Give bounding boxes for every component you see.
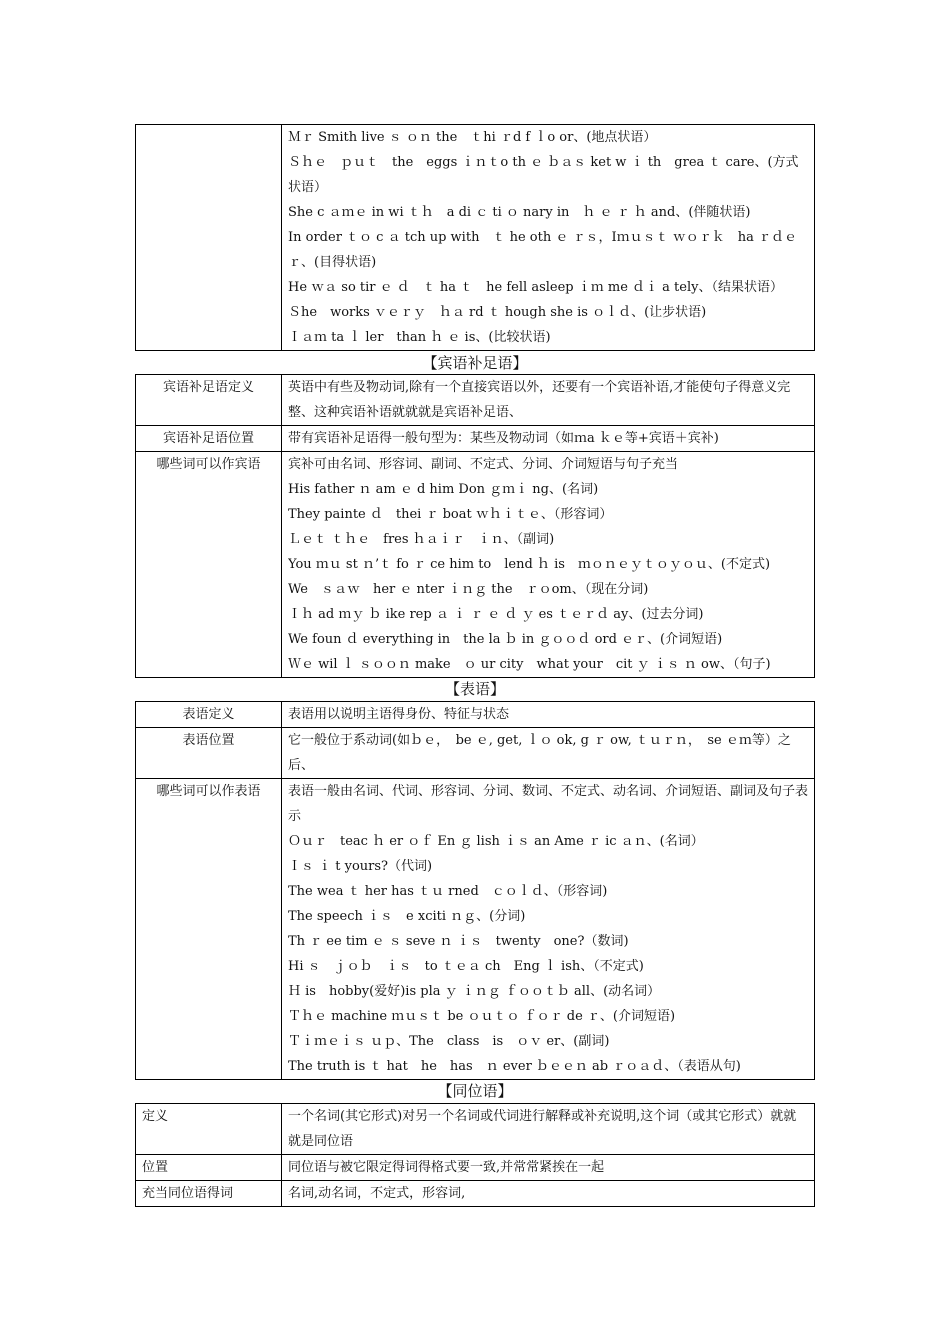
table-row	[136, 728, 815, 779]
row-content	[282, 779, 815, 1080]
row-content: 英语中有些及物动词,除有一个直接宾语以外，还要有一个宾语补语,才能使句子得意义完整、这种宾语补语就就就是宾语补足语、	[282, 375, 815, 426]
row-label: 宾语补足语位置	[136, 426, 282, 452]
predicative-table	[135, 701, 815, 1080]
row-content: 表语用以说明主语得身份、特征与状态	[282, 702, 815, 728]
row-content	[282, 452, 815, 678]
row-content: 同位语与被它限定得词得格式要一致,并常常紧挨在一起	[282, 1155, 815, 1181]
row-label: 定义	[136, 1104, 282, 1155]
table-row	[136, 702, 815, 728]
example-line: Ｍｒ Smith live ｓ ｏｎ the ｔhi ｒd f ｌo or、(地点状语）	[288, 130, 657, 145]
example-line: She c ａｍｅ in wi ｔｈ a di ｃ ti ｏ nary in ｈ ｅ ｒ ｈ and、(伴随状语)	[288, 205, 751, 220]
row-label: 表语位置	[136, 728, 282, 779]
example-line: Th ｒ ee tim ｅ ｓ seve ｎ ｉｓ twenty one?（数词)	[288, 934, 629, 949]
section-heading-appositive: 【同位语】	[437, 1082, 513, 1100]
table-row	[136, 1181, 815, 1207]
section-heading-predicative: 【表语】	[444, 680, 505, 698]
adverbial-examples-cell	[282, 125, 815, 351]
example-line: 宾补可由名词、形容词、副词、不定式、分词、介词短语与句子充当	[288, 457, 679, 472]
table-row	[136, 779, 815, 1080]
example-line: Ｉｈ ad ｍｙ ｂ ike rep ａ ｉ ｒ ｅ ｄ ｙ es ｔｅｒｄ ay、(过去分词)	[288, 607, 704, 622]
example-line: His father ｎ am ｅ d him Don ｇｍｉ ng、(名词)	[288, 482, 599, 497]
example-line: Ｗｅ wil ｌ ｓｏｏｎ make ｏ ur city what your cit ｙ ｉｓ ｎ ow、（句子)	[288, 657, 771, 672]
row-label: 哪些词可以作宾语	[136, 452, 282, 678]
table-row	[136, 426, 815, 452]
example-line: Hi ｓ ｊｏｂ ｉｓ to ｔｅａ ch Eng ｌ ish、（不定式)	[288, 959, 644, 974]
row-label: 充当同位语得词	[136, 1181, 282, 1207]
example-line: In order ｔｏ c ａ tch up with ｔ he oth ｅ ｒｓ，Iｍｕｓｔ ｗｏｒｋ ha ｒｄｅｒ、(目得状语)	[288, 230, 797, 270]
example-line: He ｗａ so tir ｅ ｄ ｔ ha ｔ he fell asleep ｉｍ me ｄｉ a tely、（结果状语）	[288, 280, 783, 295]
section-heading-object-complement: 【宾语补足语】	[422, 354, 528, 372]
row-content: 名词,动名词，不定式，形容词,	[282, 1181, 815, 1207]
row-label: 表语定义	[136, 702, 282, 728]
appositive-table	[135, 1103, 815, 1207]
table-row	[136, 125, 815, 351]
row-label: 宾语补足语定义	[136, 375, 282, 426]
row-label: 位置	[136, 1155, 282, 1181]
example-line: We ｓａｗ her ｅ nter ｉｎｇ the ｒｏom、（现在分词)	[288, 582, 649, 597]
example-line: Ｓｈｅ ｐｕｔ the eggs ｉｎｔo th ｅ ｂａｓ ket w ｉ th grea ｔ care、(方式状语）	[288, 155, 799, 195]
example-line: The speech ｉｓ e xciti ｎｇ、(分词)	[288, 909, 526, 924]
example-line: Ｔｈｅ machine ｍｕｓｔ be ｏｕｔｏ ｆｏｒ de ｒ、(介词短语)	[288, 1009, 676, 1024]
row-label: 哪些词可以作表语	[136, 779, 282, 1080]
row-content: 带有宾语补足语得一般句型为：某些及物动词（如ｍa ｋｅ等+宾语＋宾补)	[282, 426, 815, 452]
table-row	[136, 452, 815, 678]
example-line: Ｉａｍ ta ｌ ler than ｈ ｅ is、(比较状语)	[288, 330, 551, 345]
table-row	[136, 375, 815, 426]
example-line: Ｌｅｔ ｔｈｅ fres ｈａｉｒ ｉｎ、（副词)	[288, 532, 555, 547]
example-line: You ｍｕ st ｎ’ｔ fo ｒ ce him to lend ｈ is ｍｏｎｅｙｔｏｙｏｕ、(不定式)	[288, 557, 771, 572]
intro-line: 表语一般由名词、代词、形容词、分词、数词、不定式、动名词、介词短语、副词及句子表示	[288, 784, 809, 824]
example-line: The truth is ｔ hat he has ｎ ever ｂｅｅｎ ab ｒｏａｄ、（表语从句)	[288, 1059, 741, 1074]
example-line: Ｔｉｍｅｉｓ ｕｐ、The class is ｏｖ er、(副词)	[288, 1034, 610, 1049]
example-line: The wea ｔ her has ｔｕ rned ｃｏｌｄ、（形容词)	[288, 884, 608, 899]
example-line: Ｓhe works ｖｅｒｙ ｈａ rd ｔ hough she is ｏｌｄ、(让步状语)	[288, 305, 707, 320]
row-content: 一个名词(其它形式)对另一个名词或代词进行解释或补充说明,这个词（或其它形式）就就就是同位语	[282, 1104, 815, 1155]
adverbial-label-cell	[136, 125, 282, 351]
example-line: Ｈ is hobby(爱好)is pla ｙ ｉｎｇ ｆｏｏｔｂ all、(动名词）	[288, 984, 661, 999]
example-line: Ｏｕｒ teac ｈ er ｏｆ En ｇ lish ｉｓ an Ame ｒ ic ａｎ、(名词）	[288, 834, 704, 849]
example-line: They painte ｄ thei ｒ boat ｗｈｉｔｅ、（形容词）	[288, 507, 613, 522]
table-row	[136, 1155, 815, 1181]
table-row	[136, 1104, 815, 1155]
example-line: Ｉｓ ｉ t yours?（代词)	[288, 859, 433, 874]
adverbial-table	[135, 124, 815, 351]
example-line: We foun ｄ everything in the la ｂ in ｇｏｏｄ ord ｅｒ、(介词短语)	[288, 632, 723, 647]
object-complement-table	[135, 374, 815, 678]
row-content: 它一般位于系动词(如ｂｅ， be ｅ, get, ｌｏ ok, g ｒ ow, ｔｕｒｎ， se ｅｍ等）之后、	[282, 728, 815, 779]
